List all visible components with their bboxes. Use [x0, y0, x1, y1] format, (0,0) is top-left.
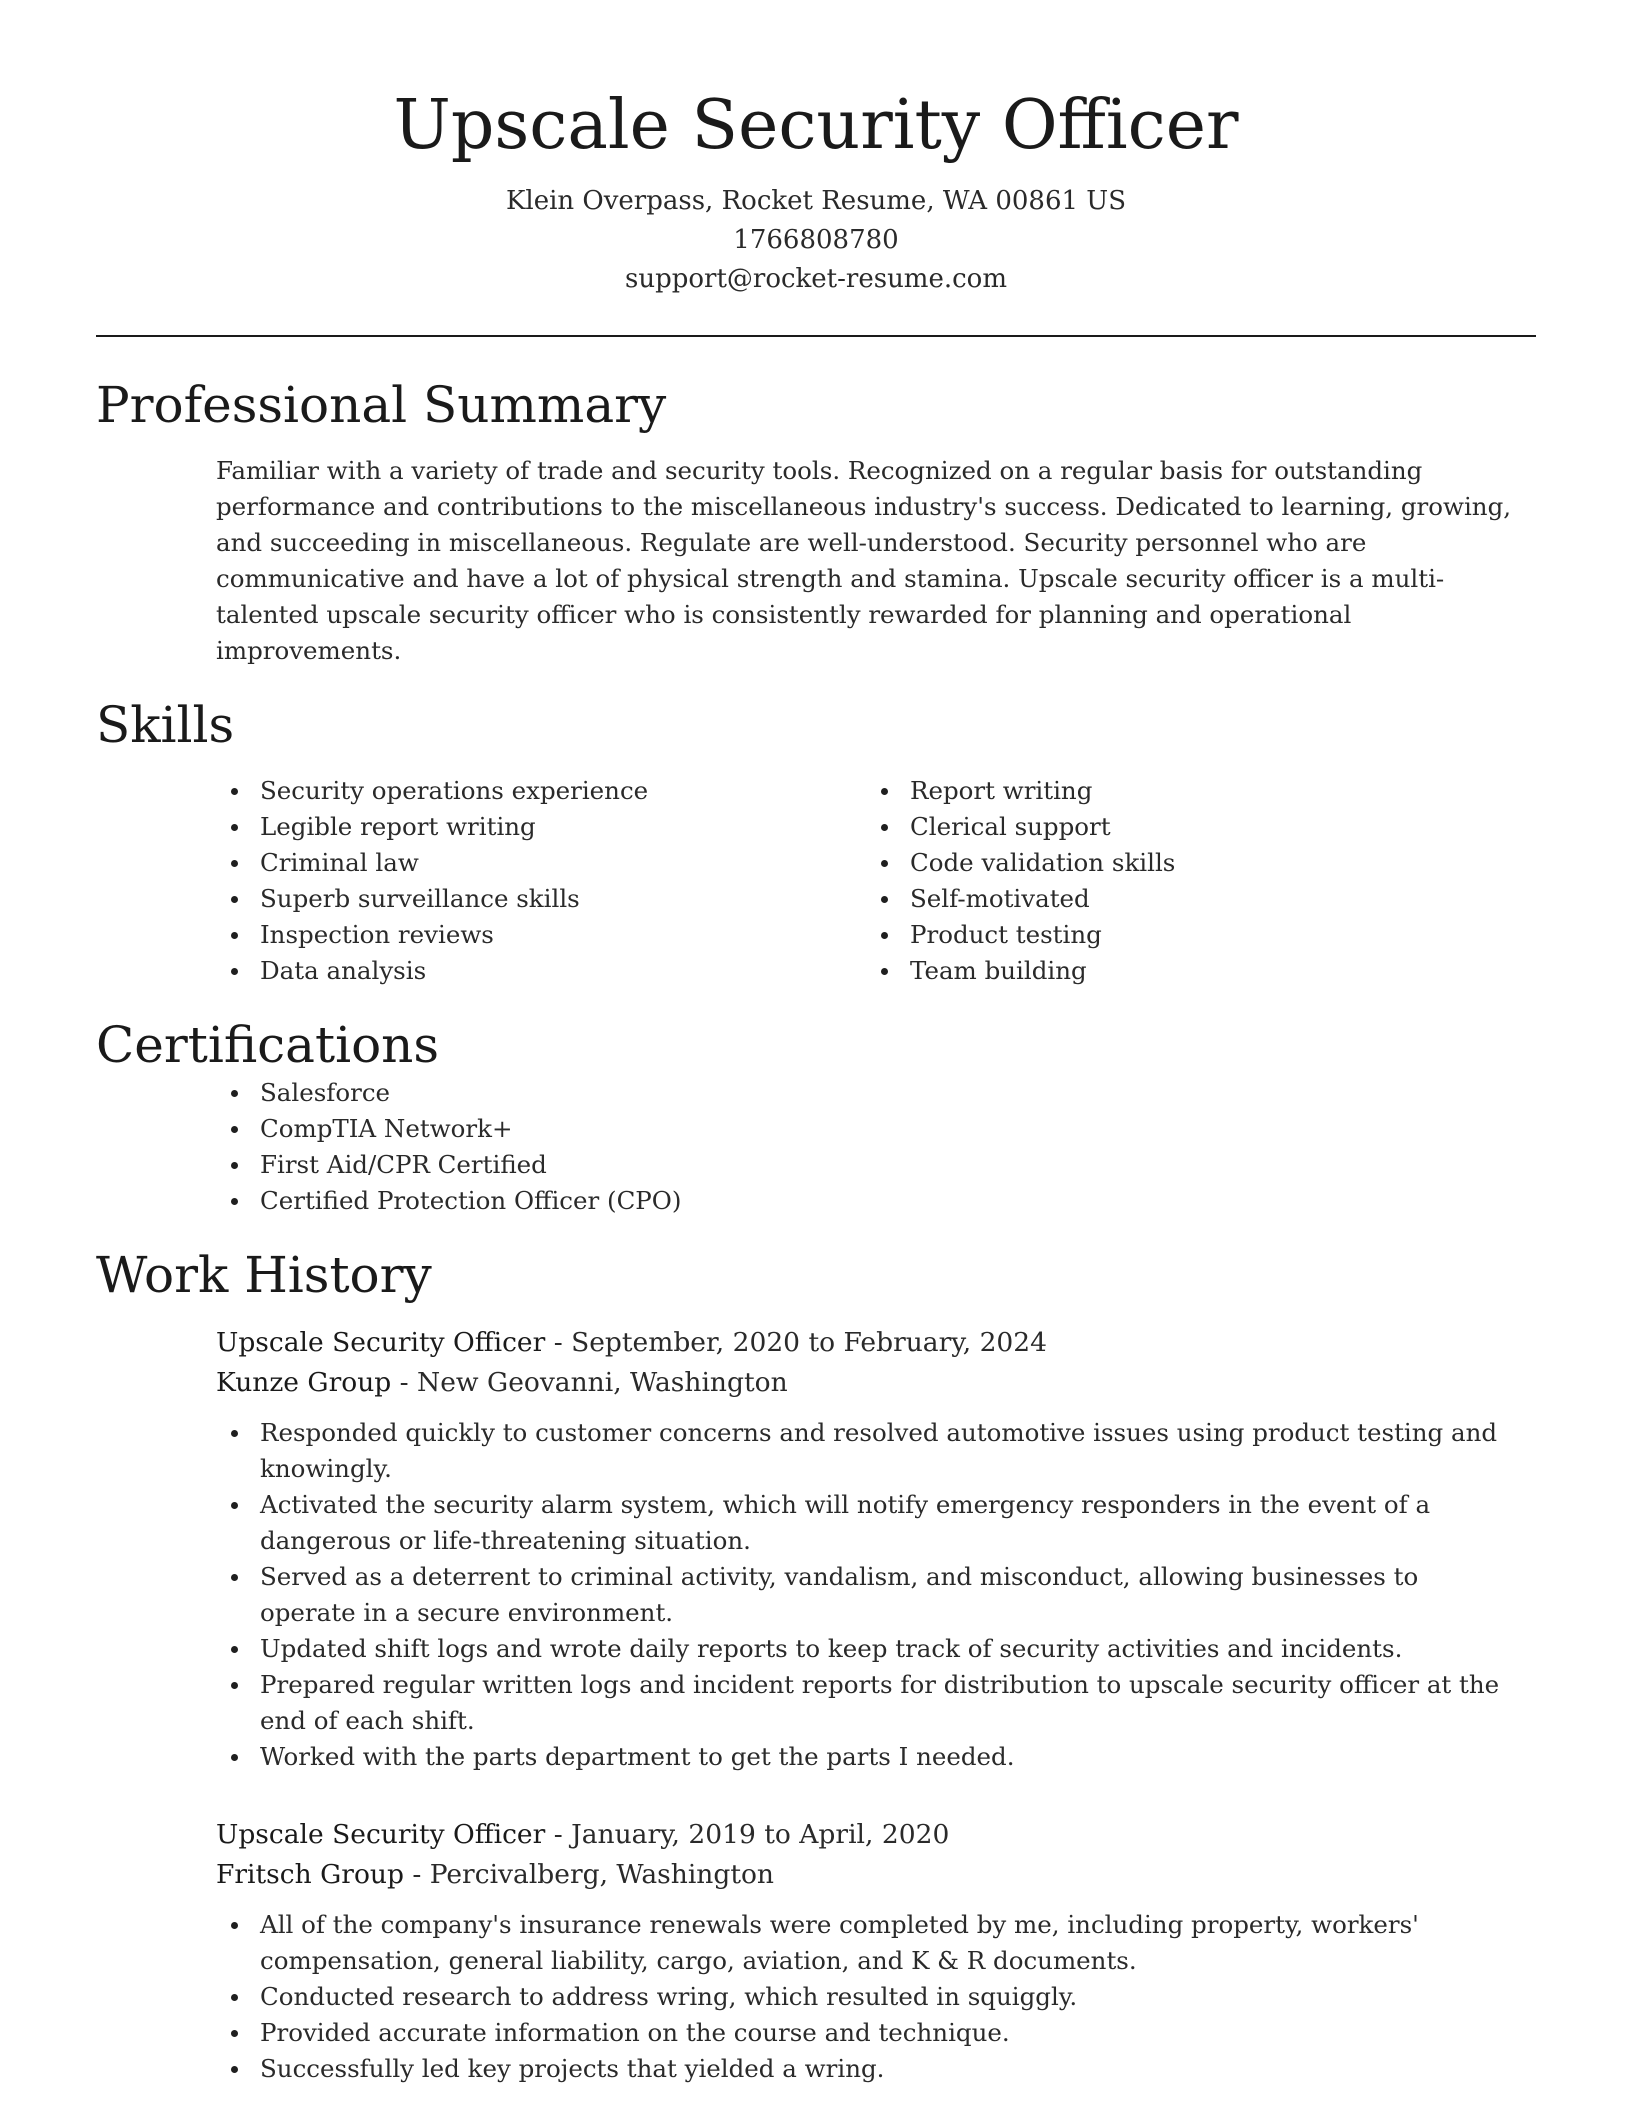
job-duty: Prepared regular written logs and incident reports for distribution to upscale security officer at the end of each shift.	[260, 1667, 1520, 1739]
candidate-name: Upscale Security Officer	[393, 86, 1239, 165]
certification-item: Salesforce	[260, 1075, 1520, 1111]
summary-text: Familiar with a variety of trade and security tools. Recognized on a regular basis for outstanding performance and contributions to the miscellaneous industry's success. Dedicated to learning, growing, and succeeding in miscellaneous. Regulate are well-understood. Security personnel who are communicative and have a lot of physical strength and stamina. Upscale security officer is a multi-talented upscale security officer who is consistently rewarded for planning and operational improvements.	[216, 456, 1512, 665]
skill-item: Security operations experience	[260, 773, 866, 809]
job-company-line	[216, 1855, 1520, 1895]
job-duty: Successfully led key projects that yielded a wring.	[260, 2051, 1520, 2087]
resume-header	[96, 0, 1536, 299]
job-location: - New Geovanni, Washington	[391, 1367, 788, 1398]
job-entry	[216, 1815, 1520, 2087]
certifications-section	[96, 1015, 1536, 1219]
job-dates: - January, 2019 to April, 2020	[545, 1819, 950, 1850]
header-divider	[96, 335, 1536, 337]
job-title: Upscale Security Officer	[216, 1819, 546, 1850]
skills-column-right	[866, 773, 1516, 989]
work-history-section	[96, 1245, 1536, 2087]
job-title-line	[216, 1815, 1520, 1855]
job-duty: Responded quickly to customer concerns and resolved automotive issues using product testing and knowingly.	[260, 1415, 1520, 1487]
skills-grid	[216, 773, 1520, 989]
job-entry	[216, 1323, 1520, 1775]
job-dates: - September, 2020 to February, 2024	[545, 1327, 1048, 1358]
job-title: Upscale Security Officer	[216, 1327, 546, 1358]
job-company: Kunze Group	[216, 1367, 392, 1398]
certification-item: Certified Protection Officer (CPO)	[260, 1183, 1520, 1219]
skills-title: Skills	[96, 696, 235, 754]
job-location: - Percivalberg, Washington	[403, 1859, 774, 1890]
job-company-line	[216, 1363, 1520, 1403]
job-duty: Worked with the parts department to get the parts I needed.	[260, 1739, 1520, 1775]
skills-column-left	[216, 773, 866, 989]
email: support@rocket-resume.com	[624, 264, 1007, 294]
job-duty: Conducted research to address wring, which resulted in squiggly.	[260, 1979, 1520, 2015]
contact-info	[96, 182, 1536, 299]
job-duties	[216, 1907, 1520, 2087]
summary-section	[96, 375, 1536, 669]
job-title-line	[216, 1323, 1520, 1363]
skill-item: Code validation skills	[910, 845, 1516, 881]
skill-item: Superb surveillance skills	[260, 881, 866, 917]
job-duties	[216, 1415, 1520, 1775]
skill-item: Team building	[910, 953, 1516, 989]
job-duty: Updated shift logs and wrote daily reports to keep track of security activities and incidents.	[260, 1631, 1520, 1667]
skill-item: Criminal law	[260, 845, 866, 881]
certifications-list	[216, 1075, 1520, 1219]
skill-item: Report writing	[910, 773, 1516, 809]
skill-item: Self-motivated	[910, 881, 1516, 917]
certifications-title: Certifications	[96, 1016, 440, 1074]
skill-item: Legible report writing	[260, 809, 866, 845]
certification-item: First Aid/CPR Certified	[260, 1147, 1520, 1183]
skills-section	[96, 695, 1536, 989]
resume-page	[96, 0, 1536, 2087]
skill-item: Inspection reviews	[260, 917, 866, 953]
work-history-title: Work History	[96, 1246, 432, 1304]
address: Klein Overpass, Rocket Resume, WA 00861 US	[505, 186, 1127, 216]
job-duty: Served as a deterrent to criminal activity, vandalism, and misconduct, allowing businesses to operate in a secure environment.	[260, 1559, 1520, 1631]
phone: 1766808780	[733, 225, 899, 255]
job-duty: Activated the security alarm system, which will notify emergency responders in the event of a dangerous or life-threatening situation.	[260, 1487, 1520, 1559]
job-company: Fritsch Group	[216, 1859, 404, 1890]
job-duty: Provided accurate information on the course and technique.	[260, 2015, 1520, 2051]
certification-item: CompTIA Network+	[260, 1111, 1520, 1147]
skill-item: Clerical support	[910, 809, 1516, 845]
job-duty: All of the company's insurance renewals were completed by me, including property, workers' compensation, general liability, cargo, aviation, and K & R documents.	[260, 1907, 1520, 1979]
summary-title: Professional Summary	[96, 376, 667, 434]
skill-item: Product testing	[910, 917, 1516, 953]
skill-item: Data analysis	[260, 953, 866, 989]
